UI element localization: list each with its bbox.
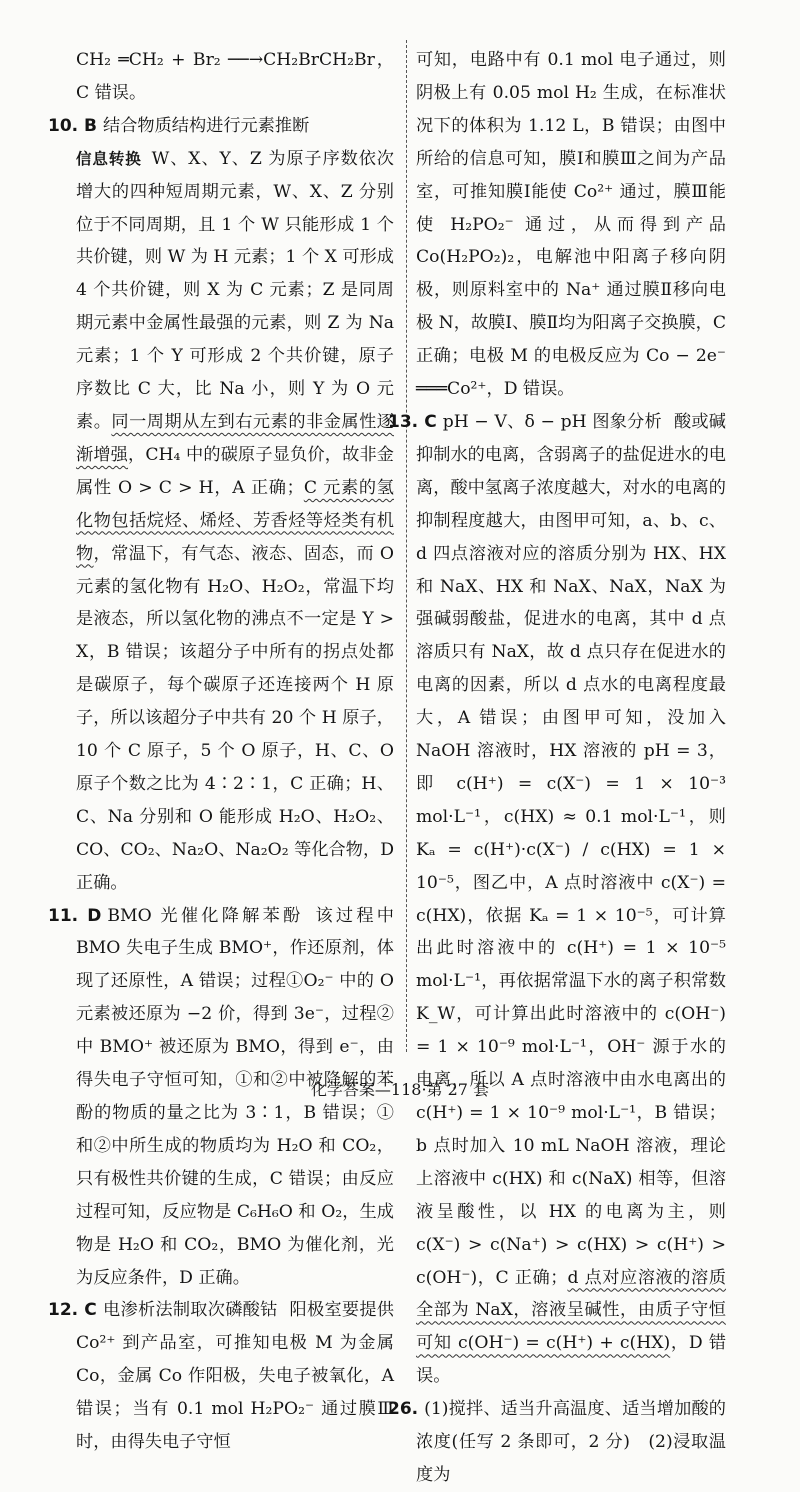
question-number: 13. C (388, 411, 437, 432)
answer-text: W、X、Y、Z 为原子序数依次增大的四种短周期元素，W、X、Z 分别位于不同周期，且 1 个 W 只能形成 1 个共价键，则 W 为 H 元素；1 个 X 可形成 4 个共价键，则 X 为 C 元素；Z 是同周期元素中金属性最强的元素，则 Z 为 Na 元素；1 个 Y 可形成 2 个共价键，原子序数比 C 大，比 Na 小，则 Y 为 O 元素。 (76, 148, 394, 432)
carry-over-text: CH₂ ═CH₂ + Br₂ ──→CH₂BrCH₂Br，C 错误。 (76, 50, 394, 103)
answer-text: 阳极室要提供 Co²⁺ 到产品室，可推知电极 M 为金属 Co，金属 Co 作阳极，失电子被氧化，A 错误；当有 0.1 mol H₂PO₂⁻ 通过膜Ⅲ时，由得失电子守恒 (76, 1300, 394, 1453)
answer-text: ，CH₄ 中的碳原子显负价，故非金属性 O > C > H，A 正确； (76, 444, 394, 498)
answer-text: ，常温下，有气态、液态、固态，而 O 元素的氢化物有 H₂O、H₂O₂，常温下均是液态，所以氢化物的沸点不一定是 Y > X，B 错误；该超分子中所有的拐点处都是碳原子，每个碳原子还连接两个 H 原子，所以该超分子中共有 20 个 H 原子，10 个 C 原子，5 个 O 原子，H、C、O 原子个数之比为 4∶2∶1，C 正确；H、C、Na 分别和 O 能形成 H₂O、H₂O₂、CO、CO₂、Na₂O、Na₂O₂ 等化合物，D 正确。 (76, 543, 394, 893)
question-number: 26. (388, 1399, 419, 1420)
topic-tag: 结合物质结构进行元素推断 (103, 115, 310, 136)
wavy-underlined-text: d 点对应溶液的溶质全部为 NaX，溶液呈碱性，由质子守恒可知 c(OH⁻) = c(H⁺) + c(HX) (416, 1267, 727, 1354)
question-number: 10. B (48, 115, 97, 136)
answer-10 (48, 110, 394, 900)
topic-tag: 电渗析法制取次磷酸钴 (102, 1300, 278, 1321)
info-label: 信息转换 (76, 149, 142, 168)
wavy-underlined-text: 同一周期从左到右元素的非金属性逐渐增强 (76, 411, 394, 465)
answer-text: ，D 错误。 (416, 1333, 727, 1387)
left-column (48, 44, 394, 1459)
wavy-underlined-text: C 元素的氢化物包括烷烃、烯烃、芳香烃等烃类有机物 (76, 477, 394, 564)
column-divider (406, 40, 407, 1052)
question-number: 12. C (48, 1300, 97, 1321)
answer-text: 该过程中 BMO 失电子生成 BMO⁺，作还原剂，体现了还原性，A 错误；过程①O₂⁻ 中的 O 元素被还原为 −2 价，得到 3e⁻，过程②中 BMO⁺ 被还原为 BMO，得到 e⁻，由得失电子守恒可知，①和②中被降解的苯酚的物质的量之比为 3∶1，B 错误；①和②中所生成的物质均为 H₂O 和 CO₂，只有极性共价键的生成，C 错误；由反应过程可知，反应物是 C₆H₆O 和 O₂，生成物是 H₂O 和 CO₂，BMO 为催化剂，光为反应条件，D 正确。 (76, 905, 394, 1288)
topic-tag: BMO 光催化降解苯酚 (107, 905, 304, 926)
answer-text: (1)搅拌、适当升高温度、适当增加酸的浓度(任写 2 条即可，2 分) (2)浸取温度为 (416, 1399, 726, 1485)
question-number: 11. D (48, 905, 102, 926)
carry-over-text: 可知，电路中有 0.1 mol 电子通过，则阴极上有 0.05 mol H₂ 生成，在标准状况下的体积为 1.12 L，B 错误；由图中所给的信息可知，膜Ⅰ和膜Ⅲ之间为产品室，可推知膜Ⅰ能使 Co²⁺ 通过，膜Ⅲ能使 H₂PO₂⁻ 通过，从而得到产品 Co(H₂PO₂)₂，电解池中阳离子移向阴极，则原料室中的 Na⁺ 通过膜Ⅱ移向电极 N，故膜Ⅰ、膜Ⅱ均为阳离子交换膜，C 正确；电极 M 的电极反应为 Co − 2e⁻ ═══Co²⁺，D 错误。 (416, 50, 726, 400)
answer-26 (388, 1393, 726, 1492)
topic-tag: pH − V、δ − pH 图象分析 (442, 411, 662, 432)
answer-12 (48, 1294, 394, 1459)
answer-text: 酸或碱抑制水的电离，含弱离子的盐促进水的电离，酸中氢离子浓度越大，对水的电离的抑制程度越大，由图甲可知，a、b、c、d 四点溶液对应的溶质分别为 HX、HX 和 NaX、HX 和 NaX、NaX，NaX 为强碱弱酸盐，促进水的电离，其中 d 点溶质只有 NaX，故 d 点只存在促进水的电离的因素，所以 d 点水的电离程度最大，A 错误；由图甲可知，没加入 NaOH 溶液时，HX 溶液的 pH = 3，即 c(H⁺) = c(X⁻) = 1 × 10⁻³ mol·L⁻¹，c(HX) ≈ 0.1 mol·L⁻¹，则 Kₐ = c(H⁺)·c(X⁻) / c(HX) = 1 × 10⁻⁵，图乙中，A 点时溶液中 c(X⁻) = c(HX)，依据 Kₐ = 1 × 10⁻⁵，可计算出此时溶液中的 c(H⁺) = 1 × 10⁻⁵ mol·L⁻¹，再依据常温下水的离子积常数 K_W，可计算出此时溶液中的 c(OH⁻) = 1 × 10⁻⁹ mol·L⁻¹，OH⁻ 源于水的电离，所以 A 点时溶液中由水电离出的 c(H⁺) = 1 × 10⁻⁹ mol·L⁻¹，B 错误；b 点时加入 10 mL NaOH 溶液，理论上溶液中 c(HX) 和 c(NaX) 相等，但溶液呈酸性，以 HX 的电离为主，则 c(X⁻) > c(Na⁺) > c(HX) > c(H⁺) > c(OH⁻)，C 正确； (416, 411, 726, 1288)
page-footer: 化学答案—118·第 27 套 (310, 1080, 490, 1099)
